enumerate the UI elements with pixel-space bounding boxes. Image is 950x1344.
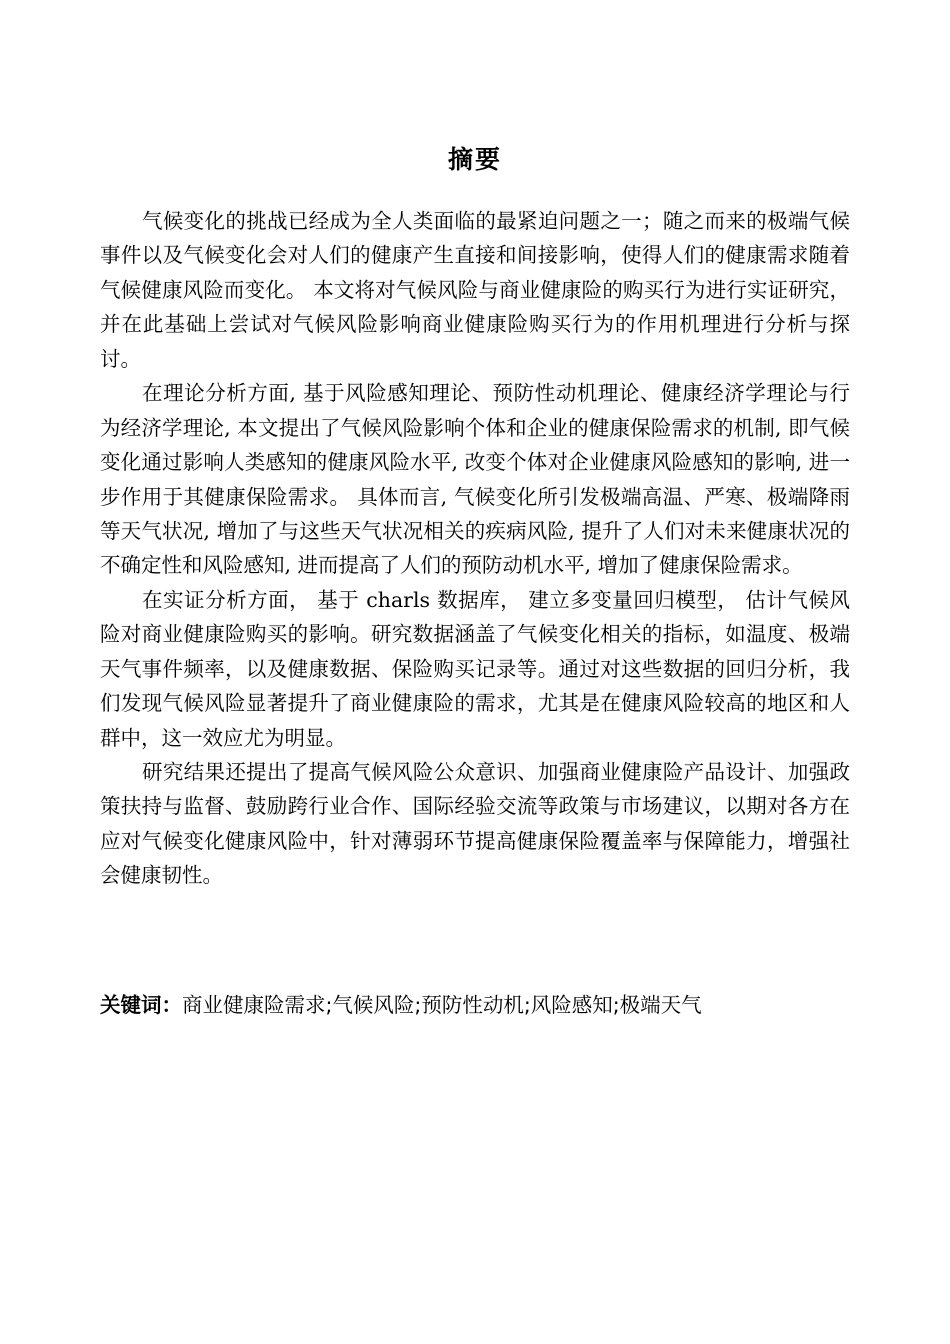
page-title: 摘要 [447, 145, 502, 174]
keywords-value: 商业健康险需求;气候风险;预防性动机;风险感知;极端天气 [182, 992, 702, 1017]
abstract-body [100, 204, 850, 893]
paragraph-1: 气候变化的挑战已经成为全人类面临的最紧迫问题之一；随之而来的极端气候事件以及气候变化会对人们的健康产生直接和间接影响，使得人们的健康需求随着气候健康风险而变化。 本文将对气候风险与商业健康险的购买行为进行实证研究，并在此基础上尝试对气候风险影响商业健康险购买行为的作用机理进行分析与探讨。 [100, 209, 850, 371]
paragraph-4: 研究结果还提出了提高气候风险公众意识、加强商业健康险产品设计、加强政策扶持与监督、鼓励跨行业合作、国际经验交流等政策与市场建议，以期对各方在应对气候变化健康风险中，针对薄弱环节提高健康保险覆盖率与保障能力，增强社会健康韧性。 [100, 760, 850, 888]
paragraph-3: 在实证分析方面， 基于 charls 数据库， 建立多变量回归模型， 估计气候风险对商业健康险购买的影响。研究数据涵盖了气候变化相关的指标，如温度、极端天气事件频率，以及健康数据、保险购买记录等。通过对这些数据的回归分析，我们发现气候风险显著提升了商业健康险的需求，尤其是在健康风险较高的地区和人群中，这一效应尤为明显。 [100, 587, 850, 750]
paragraph-2: 在理论分析方面, 基于风险感知理论、预防性动机理论、健康经济学理论与行为经济学理论, 本文提出了气候风险影响个体和企业的健康保险需求的机制, 即气候变化通过影响人类感知的健康风险水平, 改变个体对企业健康风险感知的影响, 进一步作用于其健康保险需求。 具体而言, 气候变化所引发极端高温、严寒、极端降雨等天气状况, 增加了与这些天气状况相关的疾病风险, 提升了人们对未来健康状况的不确定性和风险感知, 进而提高了人们的预防动机水平, 增加了健康保险需求。 [100, 381, 850, 578]
keywords-label: 关键词： [100, 992, 182, 1017]
keywords-line [100, 989, 850, 1022]
